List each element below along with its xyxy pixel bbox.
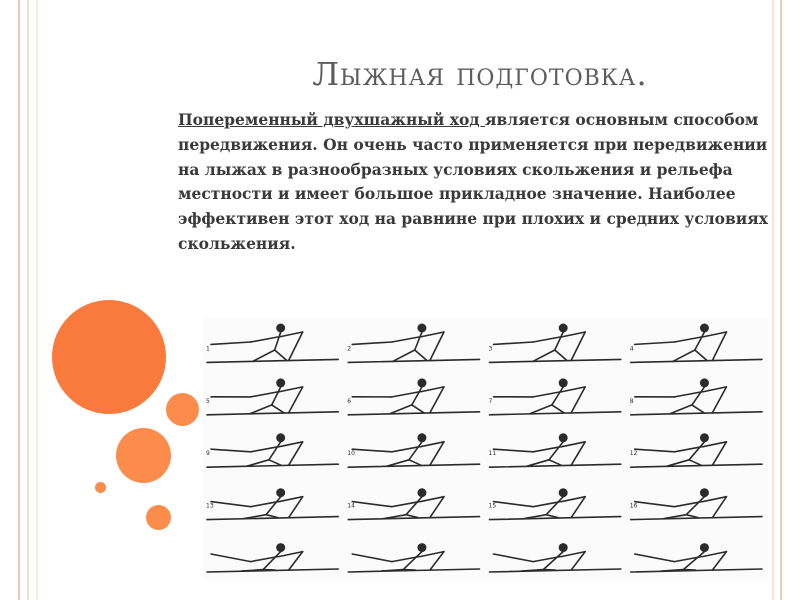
skier-leg: [695, 350, 707, 360]
skier-arm: [420, 442, 444, 447]
decorative-line: [36, 0, 38, 600]
skier-leg: [275, 350, 287, 360]
decorative-circle: [146, 505, 171, 530]
skier-arm: [702, 387, 726, 392]
ski-pole: [635, 342, 675, 344]
skier-head: [276, 543, 285, 552]
frame-number: 3: [488, 345, 493, 353]
skier-arm: [251, 392, 278, 397]
skier-arm: [420, 332, 444, 337]
skier-arm: [674, 557, 701, 562]
skier-frames-svg: [203, 318, 768, 580]
skier-arm: [420, 387, 444, 392]
skier-arm: [392, 392, 419, 397]
skier-torso: [275, 332, 281, 350]
ski-pole: [571, 387, 585, 413]
paragraph-lead: Попеременный двухшажный ход: [178, 110, 486, 129]
skier-torso: [409, 442, 422, 460]
skier-torso: [689, 442, 704, 460]
ski-pole: [430, 387, 444, 413]
frame-number: 15: [488, 502, 497, 510]
frame-number: 7: [488, 397, 493, 405]
ski-pole: [494, 342, 534, 344]
skier-arm: [279, 442, 303, 447]
ski-pole: [352, 342, 392, 344]
ski-line: [631, 412, 762, 415]
skier-leg: [555, 350, 567, 360]
skier-leg: [670, 405, 692, 414]
decorative-circle: [52, 300, 166, 414]
skier-leg: [406, 515, 418, 518]
skier-arm: [533, 557, 560, 562]
skier-torso: [695, 332, 705, 350]
skier-leg: [533, 350, 555, 361]
decorative-line: [772, 0, 774, 600]
skier-head: [417, 324, 426, 333]
frame-number: 9: [206, 450, 210, 458]
ski-pole: [635, 449, 675, 452]
skier-leg: [393, 350, 415, 361]
skier-arm: [561, 442, 585, 447]
ski-line: [631, 569, 762, 572]
skier-leg: [692, 405, 704, 413]
ski-pole: [211, 554, 251, 562]
frame-number: 1: [206, 345, 210, 353]
skier-head: [559, 488, 568, 497]
ski-pole: [635, 554, 675, 562]
skier-head: [559, 324, 568, 333]
skier-arm: [702, 332, 726, 337]
skier-arm: [279, 332, 303, 337]
skier-technique-illustration: [203, 318, 768, 580]
slide-paragraph: [178, 108, 768, 257]
frame-number: 8: [629, 397, 634, 405]
skier-head: [276, 488, 285, 497]
decorative-circle: [95, 482, 106, 493]
ski-pole: [352, 554, 392, 562]
skier-torso: [403, 552, 422, 570]
ski-line: [631, 359, 762, 362]
paragraph-text: является основным способом передвижения. Он очень часто применяется при передвижении на лыжах в разнообразных условиях скольжения и рельефа местности и имеет большое прикладное значение. Наиболее эффективен этот ход на равнине при плохих и средних условиях скольжения.: [178, 110, 768, 253]
ski-pole: [289, 387, 303, 413]
ski-line: [348, 412, 479, 415]
ski-line: [207, 359, 338, 362]
skier-arm: [392, 337, 419, 342]
ski-pole: [289, 442, 303, 465]
skier-arm: [251, 447, 278, 452]
skier-head: [276, 378, 285, 387]
skier-leg: [253, 350, 275, 361]
skier-leg: [415, 350, 427, 360]
skier-arm: [561, 332, 585, 337]
ski-pole: [712, 332, 726, 360]
skier-head: [559, 378, 568, 387]
skier-torso: [546, 497, 563, 515]
ski-line: [631, 464, 762, 467]
skier-torso: [555, 332, 563, 350]
frame-number: 14: [347, 502, 355, 510]
skier-arm: [674, 337, 701, 342]
slide-title: Лыжная подготовка.: [312, 55, 648, 93]
ski-line: [490, 464, 621, 467]
ski-pole: [635, 502, 675, 507]
skier-torso: [406, 497, 422, 515]
skier-leg: [390, 405, 412, 414]
skier-leg: [272, 405, 284, 413]
ski-pole: [211, 502, 251, 507]
skier-leg: [266, 515, 278, 518]
frame-number: 6: [347, 397, 352, 405]
ski-line: [490, 412, 621, 415]
ski-pole: [289, 332, 303, 360]
skier-head: [276, 433, 285, 442]
frame-number: 13: [206, 502, 214, 510]
skier-leg: [552, 405, 564, 413]
skier-leg: [409, 460, 421, 465]
skier-arm: [533, 337, 560, 342]
skier-arm: [533, 392, 560, 397]
frame-number: 16: [629, 502, 638, 510]
skier-leg: [549, 460, 561, 465]
skier-torso: [272, 387, 281, 405]
ski-pole: [494, 449, 534, 452]
skier-leg: [689, 460, 701, 465]
skier-head: [417, 543, 426, 552]
skier-head: [700, 543, 709, 552]
ski-pole: [430, 442, 444, 465]
skier-head: [559, 543, 568, 552]
skier-head: [559, 433, 568, 442]
ski-pole: [494, 502, 534, 507]
skier-leg: [686, 515, 698, 518]
decorative-line: [18, 0, 20, 600]
skier-arm: [702, 442, 726, 447]
skier-arm: [251, 337, 278, 342]
skier-torso: [543, 552, 563, 570]
skier-leg: [269, 460, 281, 465]
ski-pole: [571, 332, 585, 360]
skier-leg: [673, 350, 695, 361]
ski-pole: [352, 449, 392, 452]
skier-leg: [412, 405, 424, 413]
skier-leg: [546, 515, 558, 518]
frame-number: 11: [488, 450, 497, 458]
decorative-circle: [166, 393, 199, 426]
skier-leg: [530, 405, 552, 414]
ski-line: [207, 412, 338, 415]
frame-number: 2: [347, 345, 352, 353]
skier-arm: [279, 387, 303, 392]
decorative-circle: [116, 428, 171, 483]
frame-number: 10: [347, 450, 355, 458]
skier-torso: [683, 552, 704, 570]
skier-torso: [552, 387, 563, 405]
ski-pole: [571, 442, 585, 465]
frame-number: 4: [629, 345, 634, 353]
ski-line: [348, 359, 479, 362]
skier-torso: [549, 442, 563, 460]
skier-arm: [561, 387, 585, 392]
skier-head: [417, 488, 426, 497]
ski-pole: [211, 342, 251, 344]
skier-head: [700, 488, 709, 497]
skier-head: [700, 324, 709, 333]
skier-torso: [263, 552, 281, 570]
ski-line: [490, 359, 621, 362]
skier-head: [700, 378, 709, 387]
skier-leg: [250, 405, 272, 414]
decorative-line: [780, 0, 782, 600]
skier-torso: [415, 332, 422, 350]
skier-head: [417, 378, 426, 387]
skier-head: [276, 324, 285, 333]
skier-torso: [269, 442, 281, 460]
ski-pole: [712, 442, 726, 465]
frame-number: 5: [206, 397, 210, 405]
ski-pole: [712, 387, 726, 413]
frame-number: 12: [629, 450, 638, 458]
ski-pole: [352, 502, 392, 507]
skier-torso: [686, 497, 704, 515]
skier-torso: [412, 387, 422, 405]
ski-pole: [430, 332, 444, 360]
skier-head: [417, 433, 426, 442]
ski-pole: [211, 449, 251, 452]
ski-line: [207, 464, 338, 467]
decorative-line: [27, 0, 29, 600]
ski-pole: [494, 554, 534, 562]
skier-torso: [266, 497, 281, 515]
ski-line: [348, 464, 479, 467]
skier-head: [700, 433, 709, 442]
skier-torso: [692, 387, 704, 405]
